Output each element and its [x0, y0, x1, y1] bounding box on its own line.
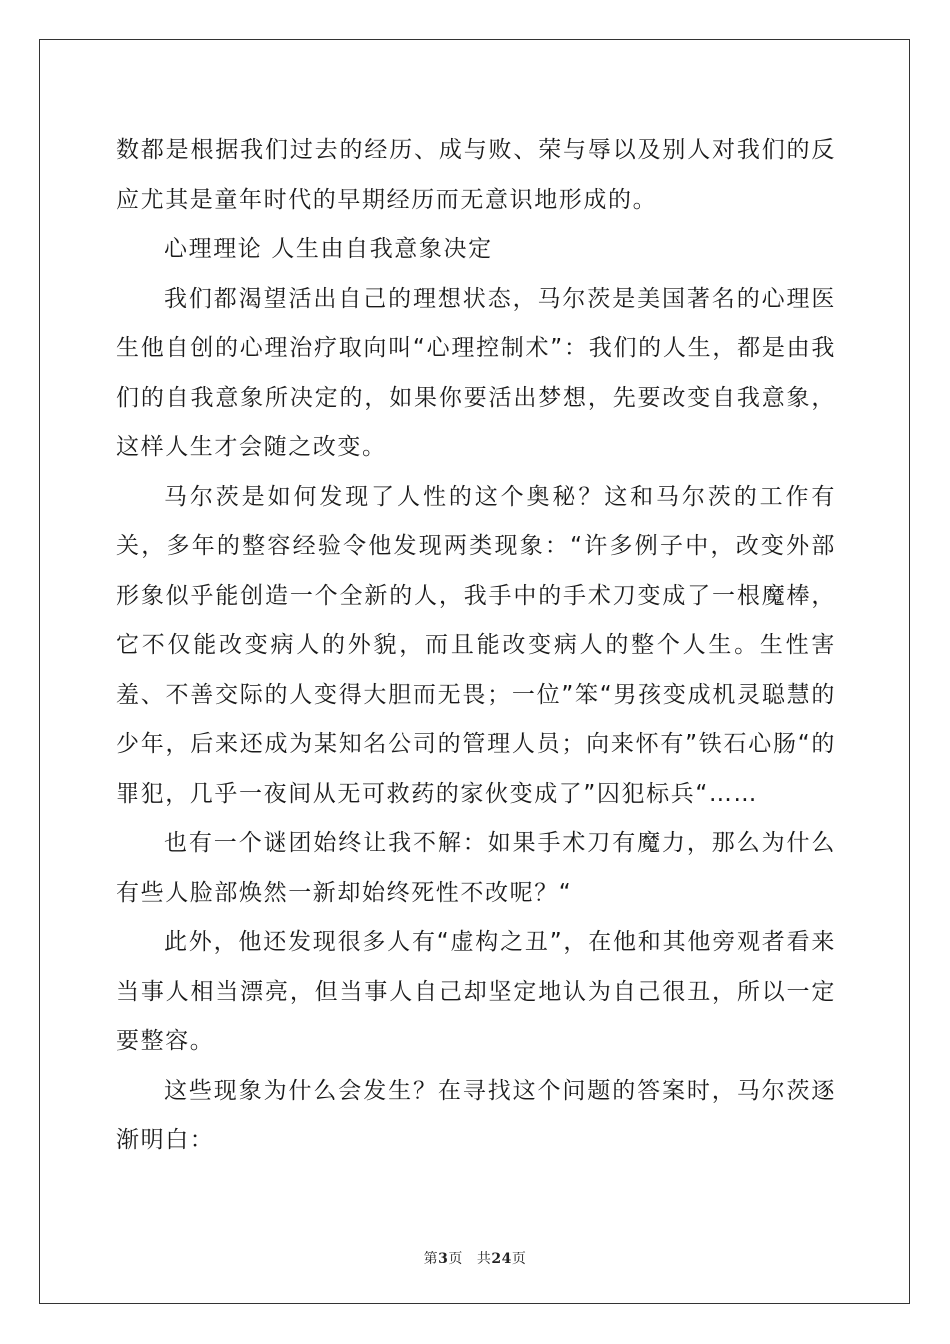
page-number: 3 [438, 1251, 449, 1267]
paragraph-1: 数都是根据我们过去的经历、成与败、荣与辱以及别人对我们的反应尤其是童年时代的早期经历而无意识地形成的。 [116, 137, 836, 213]
page-footer [0, 1248, 950, 1268]
paragraph-5: 此外，他还发现很多人有“虚构之丑”，在他和其他旁观者看来当事人相当漂亮，但当事人自己却坚定地认为自己很丑，所以一定要整容。 [116, 929, 836, 1054]
paragraph-6: 这些现象为什么会发生？在寻找这个问题的答案时，马尔茨逐渐明白： [116, 1077, 836, 1153]
section-heading: 心理理论 人生由自我意象决定 [164, 236, 493, 262]
total-prefix: 共 [476, 1251, 492, 1267]
paragraph-2: 我们都渴望活出自己的理想状态，马尔茨是美国著名的心理医生他自创的心理治疗取向叫“心理控制术”：我们的人生，都是由我们的自我意象所决定的，如果你要活出梦想，先要改变自我意象，这样人生才会随之改变。 [116, 285, 836, 460]
document-body [116, 126, 836, 1166]
total-suffix: 页 [511, 1251, 527, 1267]
total-pages: 24 [491, 1251, 512, 1267]
page-suffix: 页 [448, 1251, 463, 1267]
page-prefix: 第 [423, 1251, 439, 1267]
paragraph-4: 也有一个谜团始终让我不解：如果手术刀有魔力，那么为什么有些人脸部焕然一新却始终死性不改呢？“ [116, 830, 836, 906]
paragraph-3: 马尔茨是如何发现了人性的这个奥秘？这和马尔茨的工作有关，多年的整容经验令他发现两类现象：“许多例子中，改变外部形象似乎能创造一个全新的人，我手中的手术刀变成了一根魔棒，它不仅能改变病人的外貌，而且能改变病人的整个人生。生性害羞、不善交际的人变得大胆而无畏；一位”笨“男孩变成机灵聪慧的少年，后来还成为某知名公司的管理人员；向来怀有”铁石心肠“的罪犯，几乎一夜间从无可救药的家伙变成了”囚犯标兵“…… [116, 483, 836, 807]
